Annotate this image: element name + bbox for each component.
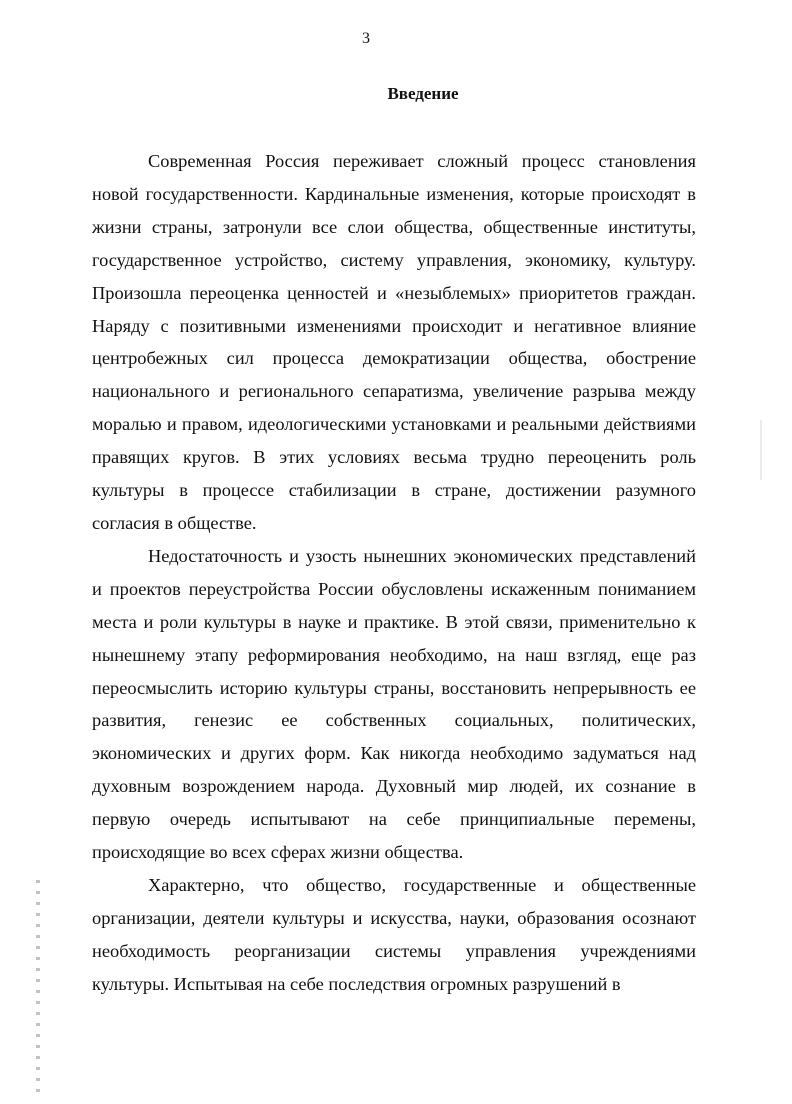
- scan-shadow-artifact: [760, 420, 762, 480]
- paragraph-3: Характерно, что общество, государственные и общественные организации, деятели культуры и искусства, науки, образования осознают необходимость реорганизации системы управления учреждениями культуры. Испытывая на себе последствия огромных разрушений в: [92, 874, 696, 994]
- scan-edge-artifact: [36, 880, 40, 1100]
- page-number: 3: [362, 30, 370, 47]
- paragraph-1: Современная Россия переживает сложный процесс становления новой государственности. Кардинальные изменения, которые происходят в жизни страны, затронули все слои общества, общественные институты, государственное устройство, систему управления, экономику, культуру. Произошла переоценка ценностей и «незыблемых» приоритетов граждан. Наряду с позитивными изменениями происходит и негативное влияние центробежных сил процесса демократизации общества, обострение национального и регионального сепаратизма, увеличение разрыва между моралью и правом, идеологическими установками и реальными действиями правящих кругов. В этих условиях весьма трудно переоценить роль культуры в процессе стабилизации в стране, достижении разумного согласия в обществе.: [92, 151, 696, 533]
- paragraph-2: Недостаточность и узость нынешних экономических представлений и проектов переустройства России обусловлены искаженным пониманием места и роли культуры в науке и практике. В этой связи, применительно к нынешнему этапу реформирования необходимо, на наш взгляд, еще раз переосмыслить историю культуры страны, восстановить непрерывность ее развития, генезис ее собственных социальных, политических, экономических и других форм. Как никогда необходимо задуматься над духовным возрождением народа. Духовный мир людей, их сознание в первую очередь испытывают на себе принципиальные перемены, происходящие во всех сферах жизни общества.: [92, 545, 696, 863]
- body-text: [92, 145, 696, 1001]
- section-title: Введение: [387, 84, 459, 103]
